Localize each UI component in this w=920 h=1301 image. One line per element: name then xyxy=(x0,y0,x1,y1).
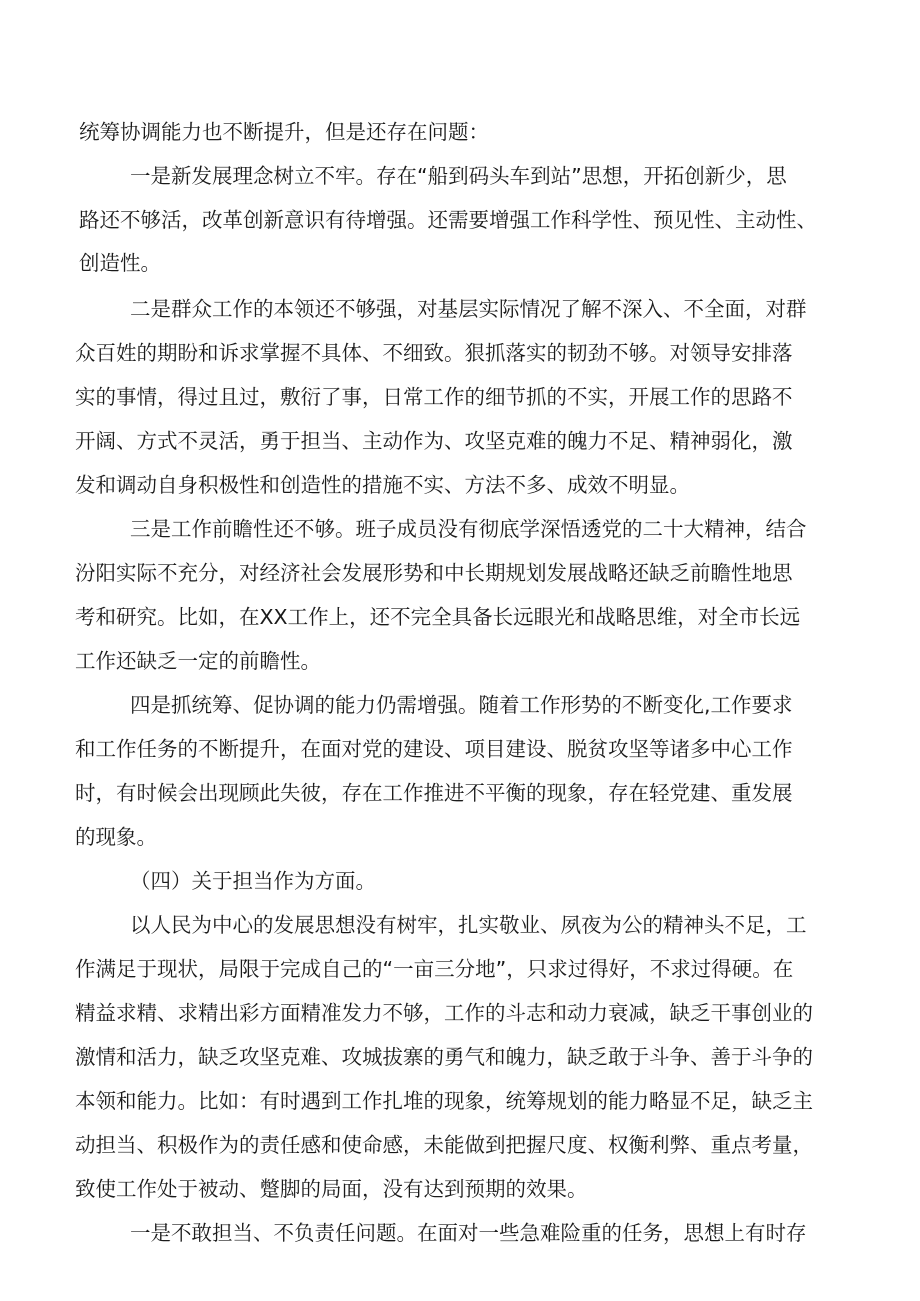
section-heading: （四）关于担当作为方面。 xyxy=(130,869,376,893)
text-line: 激情和活力，缺乏攻坚克难、攻城拔寨的勇气和魄力，缺乏敢于斗争、善于斗争的 xyxy=(75,1045,813,1069)
text-line: 二是群众工作的本领还不够强，对基层实际情况了解不深入、不全面，对群 xyxy=(130,297,807,321)
text-line: 动担当、积极作为的责任感和使命感，未能做到把握尺度、权衡利弊、重点考量， xyxy=(75,1133,813,1157)
text-line: 以人民为中心的发展思想没有树牢，扎实敬业、夙夜为公的精神头不足，工 xyxy=(130,913,807,937)
text-line: 考和研究。比如，在XX工作上，还不完全具备长远眼光和战略思维，对全市长远 xyxy=(75,605,801,629)
text-line: 和工作任务的不断提升，在面对党的建设、项目建设、脱贫攻坚等诸多中心工作 xyxy=(75,737,793,761)
text-line: 时，有时候会出现顾此失彼，存在工作推进不平衡的现象，存在轻党建、重发展 xyxy=(75,781,793,805)
text-line: 工作还缺乏一定的前瞻性。 xyxy=(75,649,321,673)
text-line: 精益求精、求精出彩方面精准发力不够，工作的斗志和动力衰减，缺乏干事创业的 xyxy=(75,1001,813,1025)
text-line: 路还不够活，改革创新意识有待增强。还需要增强工作科学性、预见性、主动性、 xyxy=(79,208,817,232)
text-line: 作满足于现状，局限于完成自己的“一亩三分地”，只求过得好，不求过得硬。在 xyxy=(75,957,794,981)
text-line: 致使工作处于被动、蹩脚的局面，没有达到预期的效果。 xyxy=(75,1177,588,1201)
text-line: 本领和能力。比如：有时遇到工作扎堆的现象，统筹规划的能力略显不足，缺乏主 xyxy=(75,1089,813,1113)
text-line: 开阔、方式不灵活，勇于担当、主动作为、攻坚克难的魄力不足、精神弱化，激 xyxy=(75,429,793,453)
text-line: 实的事情，得过且过，敷衍了事，日常工作的细节抓的不实，开展工作的思路不 xyxy=(75,385,793,409)
text-line: 四是抓统筹、促协调的能力仍需增强。随着工作形势的不断变化,工作要求 xyxy=(130,693,793,717)
text-line: 三是工作前瞻性还不够。班子成员没有彻底学深悟透党的二十大精神，结合 xyxy=(130,517,807,541)
text-line: 一是新发展理念树立不牢。存在“船到码头车到站”思想，开拓创新少，思 xyxy=(130,164,787,188)
text-line: 汾阳实际不充分，对经济社会发展形势和中长期规划发展战略还缺乏前瞻性地思 xyxy=(75,561,793,585)
text-line: 发和调动自身积极性和创造性的措施不实、方法不多、成效不明显。 xyxy=(75,473,690,497)
text-line: 统筹协调能力也不断提升，但是还存在问题： xyxy=(79,120,489,144)
text-line: 众百姓的期盼和诉求掌握不具体、不细致。狠抓落实的韧劲不够。对领导安排落 xyxy=(75,341,793,365)
text-line: 的现象。 xyxy=(75,825,157,849)
text-line: 创造性。 xyxy=(79,251,161,275)
text-line: 一是不敢担当、不负责任问题。在面对一些急难险重的任务，思想上有时存 xyxy=(130,1221,807,1245)
